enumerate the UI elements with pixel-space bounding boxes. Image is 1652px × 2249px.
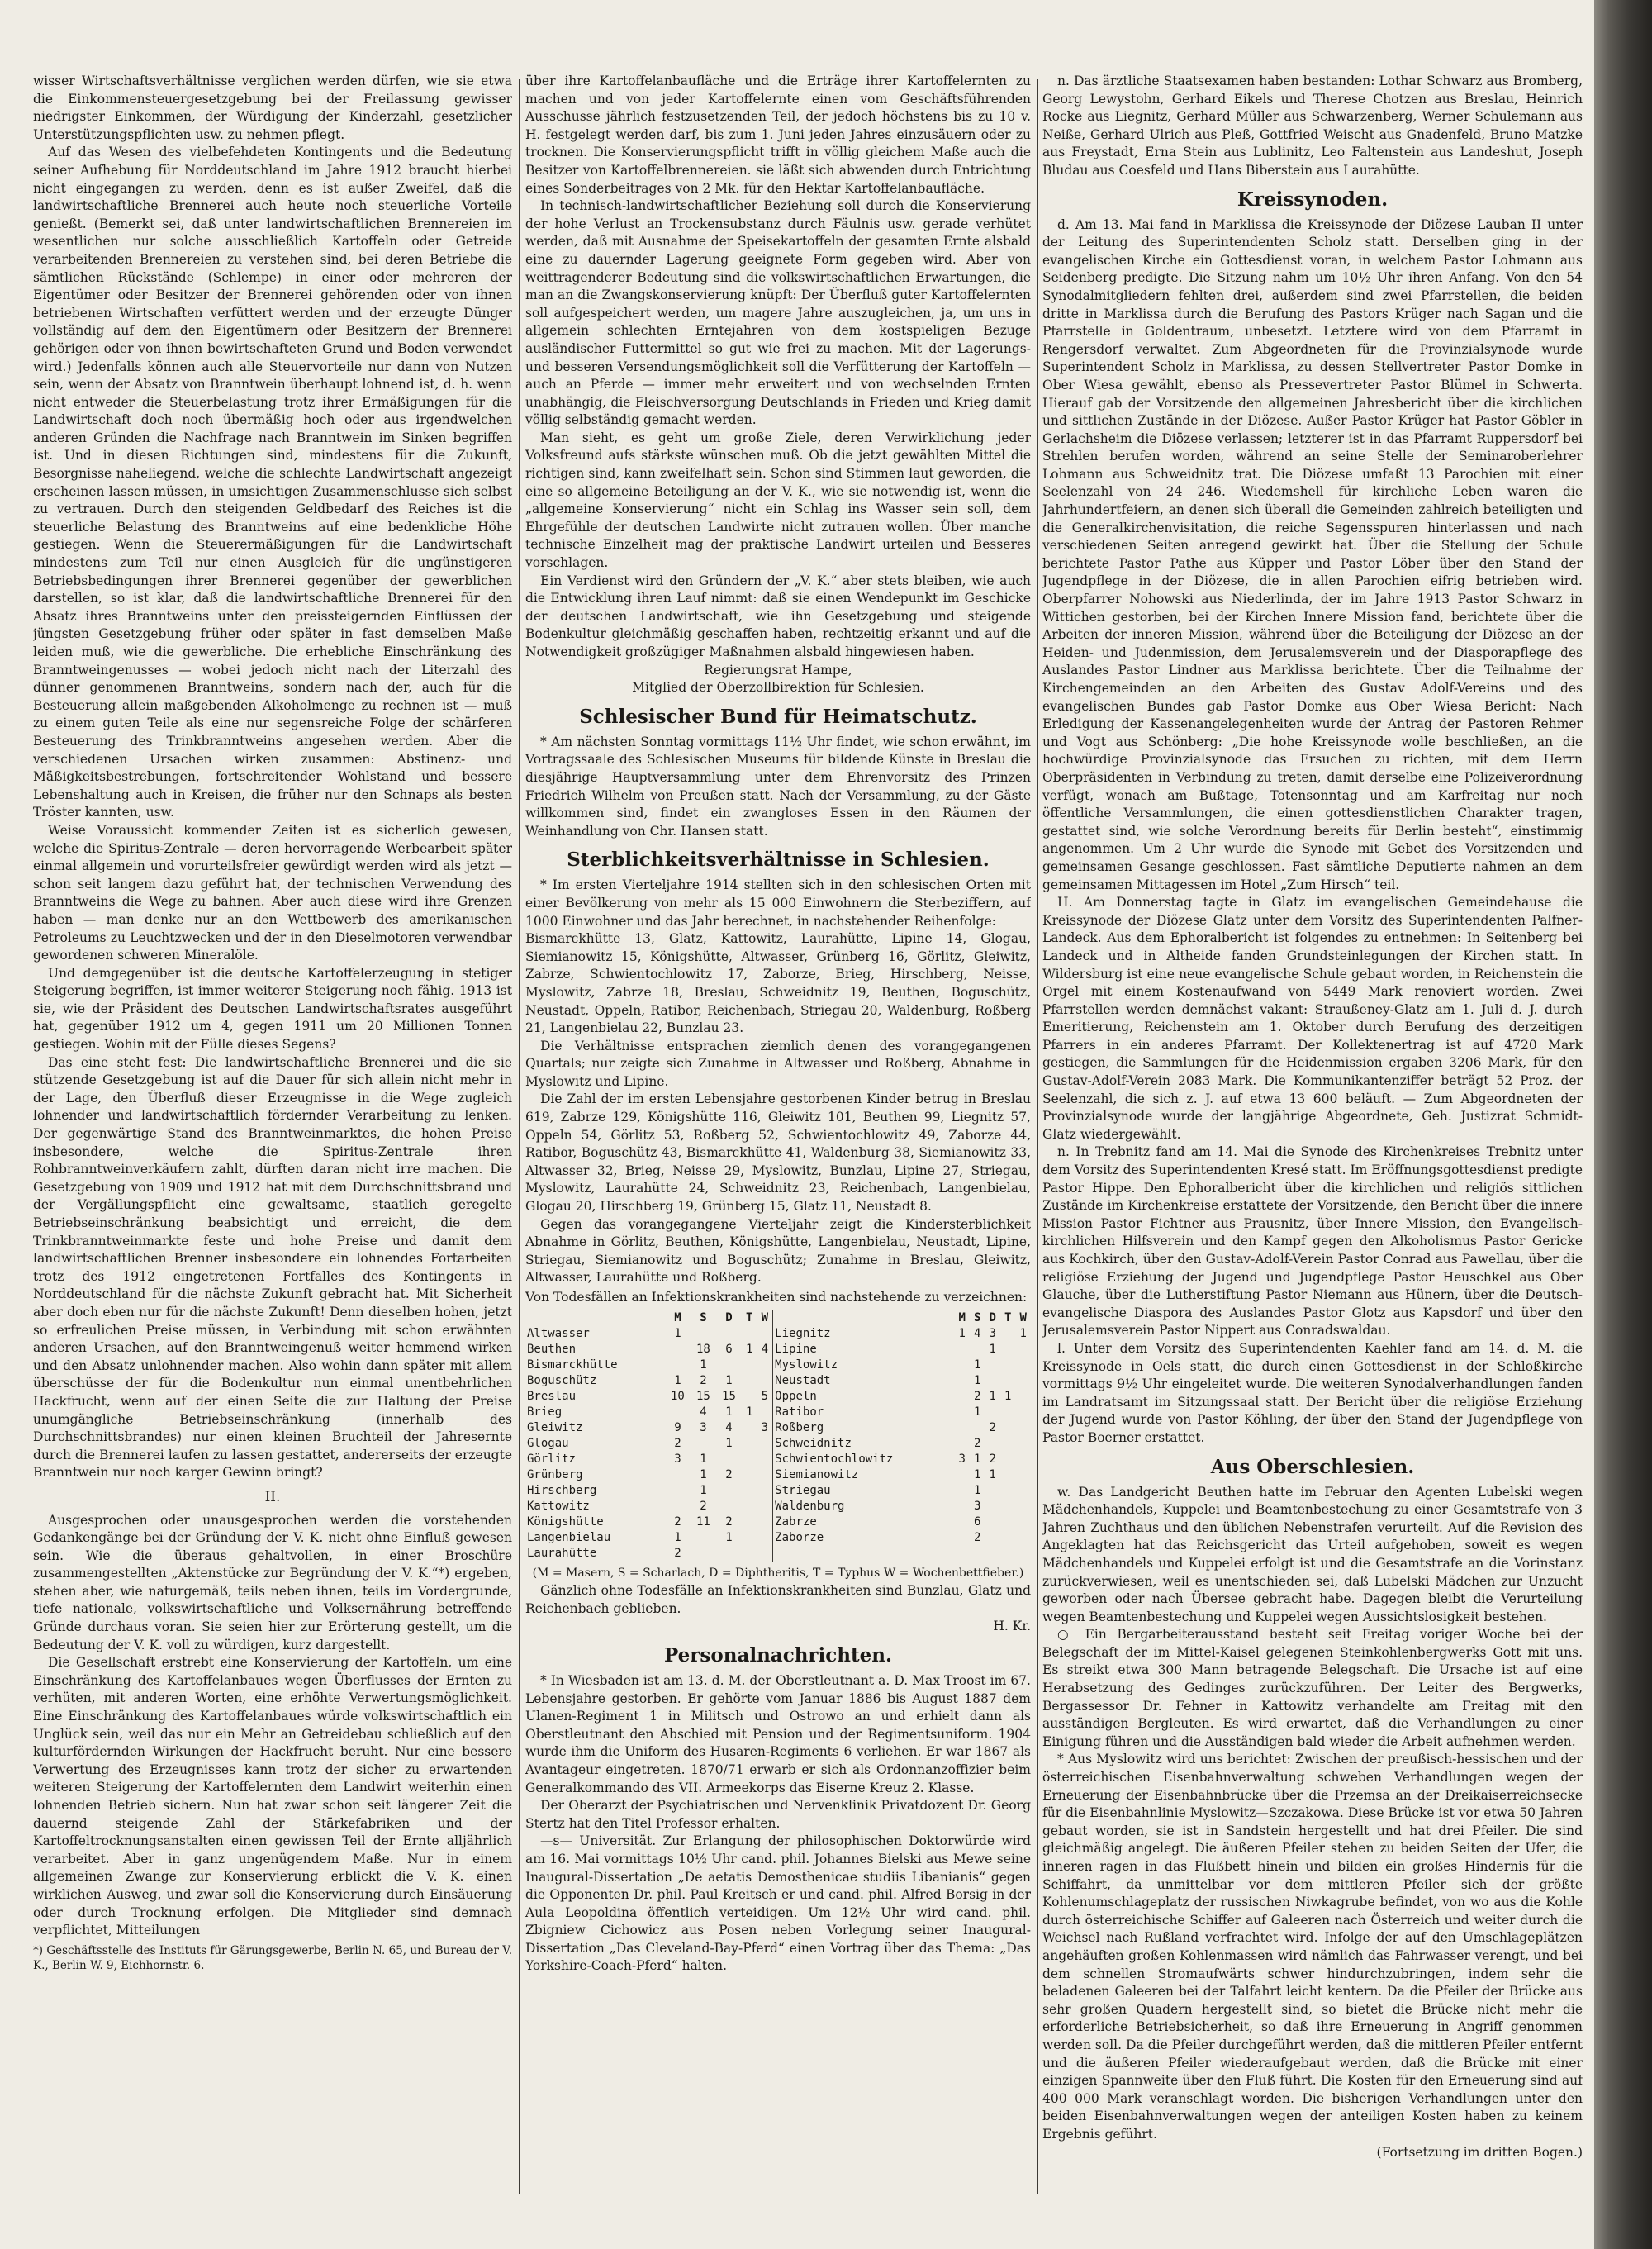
table-cell: [970, 1546, 985, 1562]
table-cell: 10: [670, 1389, 685, 1403]
table-cell: 1: [674, 1530, 681, 1544]
paragraph: Das eine steht fest: Die landwirtschaftliche Brennerei und die sie stützende Gesetzgebung ist auf die Dauer für sich allein nicht mehr in der Lage, den Überfluß dieser Erzeugnisse in die Wege zugleich lohnender und landwirtschaftlich fördernder Verarbeitung zu lenken. Der gegenwärtige Stand des Branntweinmarktes, die hohen Preise insbesondere, welche die Spiritus-Zentrale ihren Rohbranntweinverkäufern zahlt, dürften daran nicht irre machen. Die Gesetzgebung von 1909 und 1912 hat mit dem Durchschnittsbrand und der Vergällungspflicht eine gewaltsame, staatlich geregelte Betriebseinschränkung beabsichtigt und erreicht, die dem Trinkbranntweinmarkte feste und hohe Preise und damit dem landwirtschaftlichen Brenner insbesondere ein lohnendes Fortarbeiten trotz des 1912 eingetretenen Fortfalles des Kontingents in Norddeutschland für die nächste Zukunft gebracht hat. Mit Sicherheit aber doch eben nur für die nächste Zukunft! Denn dieselben hohen, jetzt so erfreulichen Preise müssen, in Verbindung mit schon erwähnten anderen Ursachen, auf den Branntweingenuß weiter hemmend wirken und den Absatz unlohnender machen. Also wohin dann später mit allem überschüsse der für die Bodenkultur nun einmal unentbehrlichen Hackfrucht, wenn auf der einen Seite die zur Haltung der Preise unumgängliche Betriebseinschränkung (innerhalb des Durchschnittsbrandes) nur einen kleinen Bruchteil der Jahresernte durch die Brennerei laufen zu lassen gestattet, andererseits der erzeugte Branntwein nur noch karger Gewinn bringt?: [33, 1054, 512, 1481]
table-cell: 1: [725, 1405, 733, 1419]
table-cell: 1: [989, 1389, 996, 1403]
table-cell: [757, 1514, 772, 1530]
table-cell: 3: [674, 1452, 681, 1466]
table-cell: 2: [674, 1546, 681, 1560]
table-cell: [954, 1342, 969, 1357]
table-cell: 2: [973, 1389, 981, 1403]
table-cell: [1000, 1467, 1015, 1483]
table-cell: [742, 1326, 757, 1342]
table-cell: [985, 1373, 999, 1389]
table-row: [525, 1373, 1031, 1389]
table-cell: 1: [973, 1373, 981, 1387]
table-row: [525, 1530, 1031, 1546]
paragraph: Ein Verdienst wird den Gründern der „V. K.“ aber stets bleiben, wie auch die Entwicklung ihren Lauf nimmt: daß sie einen Wendepunkt im Geschicke der deutschen Landwirtschaft, wie ihn Gesetzgebung und steigende Bodenkultur gleichmäßig geschaffen haben, rechtzeitig erkannt und auf die Notwendigkeit großzügiger Maßnahmen alsbald hingewiesen haben.: [525, 573, 1031, 659]
table-row: [525, 1357, 1031, 1373]
table-header-row: [525, 1310, 1031, 1326]
table-cell: [742, 1467, 757, 1483]
table-cell: 1: [1019, 1326, 1027, 1340]
paragraph: * In Wiesbaden ist am 13. d. M. der Oberstleutnant a. D. Max Troost im 67. Lebensjahre gestorben. Er gehörte vom Januar 1886 bis August 1887 dem Ulanen-Regiment 1 in Militsch und Ostrowo an und erhielt dann als Oberstleutnant den Abschied mit Pension und der Regimentsuniform. 1904 wurde ihm die Uniform des Husaren-Regiments 6 verliehen. Er war 1867 als Avantageur eingetreten. 1870/71 erwarb er sich als Ordonnanzoffizier beim Generalkommando des VII. Armeekorps das Eiserne Kreuz 2. Klasse.: [525, 1672, 1031, 1795]
table-cell: 2: [700, 1499, 707, 1513]
table-cell: [757, 1452, 772, 1467]
table-cell: Neustadt: [775, 1373, 831, 1387]
table-row: [525, 1483, 1031, 1499]
table-cell: 2: [973, 1530, 981, 1544]
table-cell: [665, 1342, 691, 1357]
table-cell: [985, 1514, 999, 1530]
table-cell: [954, 1389, 969, 1405]
table-row: [525, 1514, 1031, 1530]
table-cell: [757, 1357, 772, 1373]
paragraph: Die Gesellschaft erstrebt eine Konservierung der Kartoffeln, um eine Einschränkung des Kartoffelanbaues wegen Überflusses der Ernten zu verhüten, mit anderen Worten, eine erhöhte Verwertungsmöglichkeit. Eine Einschränkung des Kartoffelanbaues würde volkswirtschaftlich ein Unglück sein, weil das nur ein Mehr an Getreidebau schließlich auf den kulturfördernden Wirkungen der Hackfrucht beruht. Nur eine bessere Verwertung des Erzeugnisses kann trotz der sicher zu erwartenden weiteren Steigerung der Kartoffelernten dem Landwirt weiterhin einen lohnenden Betrieb sichern. Nun hat zwar schon seit längerer Zeit die dauernd steigende Zahl der Stärkefabriken und der Kartoffeltrocknungsanstalten einen gewissen Teil der Ernte alljährlich verarbeitet. Aber in ganz ungenügendem Maße. Nur in einem allgemeinen Zwange zur Konservierung erblickt die V. K. einen wirklichen Ausweg, und zwar soll die Konservierung durch Einsäuerung oder durch Trocknung erfolgen. Die Mitglieder sind demnach verpflichtet, Mitteilungen: [33, 1655, 512, 1938]
table-cell: [1015, 1499, 1031, 1514]
table-cell: Ratibor: [775, 1405, 824, 1419]
heading-kreissynoden: Kreissynoden.: [1237, 188, 1389, 211]
table-cell: [954, 1436, 969, 1452]
table-cell: 15: [722, 1389, 736, 1403]
paragraph: Man sieht, es geht um große Ziele, deren Verwirklichung jeder Volksfreund aufs stärkste wünschen muß. Ob die jetzt gewählten Mittel die richtigen sind, kann zweifelhaft sein. Schon sind Stimmen laut geworden, die eine so allgemeine Beteiligung an der V. K., wie sie notwendig ist, wenn die „allgemeine Konservierung“ nicht ein Schlag ins Wasser sein soll, dem Ehrgefühle der deutschen Landwirte nicht zutrauen wollen. Über manche technische Einzelheit mag der praktische Landwirt urteilen und Besseres vorschlagen.: [525, 430, 1031, 571]
table-cell: [757, 1499, 772, 1514]
table-cell: [970, 1342, 985, 1357]
table-cell: [742, 1514, 757, 1530]
table-cell: [1000, 1530, 1015, 1546]
table-cell: [1000, 1373, 1015, 1389]
table-header-cell: T: [1004, 1310, 1012, 1324]
table-header-cell: D: [725, 1310, 733, 1324]
table-cell: [985, 1483, 999, 1499]
table-cell: [665, 1483, 691, 1499]
table-cell: 3: [989, 1326, 996, 1340]
table-cell: 1: [973, 1467, 981, 1481]
paragraph: Die Zahl der im ersten Lebensjahre gestorbenen Kinder betrug in Breslau 619, Zabrze 129, Königshütte 116, Gleiwitz 101, Beuthen 99, Liegnitz 57, Oppeln 54, Görlitz 53, Roßberg 52, Schwientochlowitz 49, Zaborze 44, Ratibor, Boguschütz 43, Bismarckhütte 41, Waldenburg 38, Siemianowitz 33, Altwasser 32, Brieg, Neisse 29, Myslowitz, Bunzlau, Lipine 27, Striegau, Myslowitz, Laurahütte 24, Schweidnitz 23, Reichenbach, Langenbielau, Glogau 20, Hirschberg 19, Grünberg 15, Glatz 11, Neustadt 8.: [525, 1091, 1031, 1215]
table-cell: [742, 1452, 757, 1467]
table-cell: [985, 1405, 999, 1420]
table-cell: 1: [674, 1326, 681, 1340]
table-header-cell: [525, 1310, 665, 1326]
table-cell: 5: [757, 1389, 772, 1405]
table-cell: Laurahütte: [527, 1546, 597, 1560]
table-cell: [1015, 1530, 1031, 1546]
table-header-cell: S: [700, 1310, 707, 1324]
table-cell: 1: [700, 1357, 707, 1372]
table-cell: [970, 1420, 985, 1436]
author-name: Regierungsrat Hampe,: [704, 662, 852, 678]
paragraph: Der Oberarzt der Psychiatrischen und Nervenklinik Privatdozent Dr. Georg Stertz hat den Titel Professor erhalten.: [525, 1798, 1031, 1831]
paragraph: * Aus Myslowitz wird uns berichtet: Zwischen der preußisch-hessischen und der österreichischen Eisenbahnverwaltung schweben Verhandlungen wegen der Erneuerung der Eisenbahnbrücke über die Przemsa an der Dreikaiserreichsecke für die Eisenbahnlinie Myslowitz—Szczakowa. Diese Brücke ist vor etwa 50 Jahren gebaut worden, sie ist in Sandstein hergestellt und hat drei Pfeiler. Die sind gleichmäßig angelegt. Die äußeren Pfeiler stehen zu beiden Seiten der Ufer, die inneren ragen in das Flußbett hinein und bilden ein großes Hindernis für die Schiffahrt, da unmittelbar vor dem mittleren Pfeiler sich der größte Kohlenumschlageplatz der russischen Niwkagrube befindet, von wo aus die Kohle durch österreichische Schiffer auf Galeeren nach Österreich und weiter durch die Weichsel nach Rußland verfrachtet wird. Infolge der auf den Umschlageplätzen angehäuften großen Kohlenmassen wird nämlich das Fahrwasser verengt, und bei dem schnellen Stromaufwärts schwer hindurchzubringen, indem sehr die beladenen Galeeren bei der Talfahrt leicht kentern. Da die Pfeiler der Brücke aus sehr großen Quadern hergestellt sind, so bietet die Brücke nicht mehr die erforderliche Betriebsicherheit, so daß ihre Erneuerung in Angriff genommen werden soll. Da die Pfeiler durchgeführt werden, daß die mittleren Pfeiler entfernt und die äußeren Pfeiler wiederaufgebaut werden, daß die Brücke mit einer einzigen Spannweite über den Fluß führt. Die Kosten für den Erneuerung sind auf 400 000 Mark veranschlagt worden. Die bisherigen Verhandlungen unter den beiden Eisenbahnverwaltungen wegen der anteiligen Kosten haben zu keinem Ergebnis geführt.: [1042, 1752, 1583, 2142]
heading-heimatschutz: Schlesischer Bund für Heimatschutz.: [579, 705, 977, 728]
table-cell: [1015, 1420, 1031, 1436]
table-cell: [716, 1452, 742, 1467]
table-cell: 9: [674, 1420, 681, 1434]
column-1: [33, 73, 512, 2237]
table-cell: 3: [757, 1420, 772, 1436]
table-cell: Breslau: [527, 1389, 577, 1403]
table-cell: 1: [700, 1452, 707, 1466]
table-cell: 2: [674, 1436, 681, 1450]
table-cell: [1000, 1420, 1015, 1436]
table-cell: Langenbielau: [527, 1530, 611, 1544]
paragraph: * Am nächsten Sonntag vormittags 11½ Uhr findet, wie schon erwähnt, im Vortragssaale des Schlesischen Museums für bildende Künste in Breslau die diesjährige Hauptversammlung unter dem Ehrenvorsitz des Prinzen Friedrich Wilhelm von Preußen statt. Nach der Versammlung, zu der Gäste willkommen sind, findet ein zwangloses Essen in den Räumen der Weinhandlung von Chr. Hansen statt.: [525, 734, 1031, 839]
table-header-cell: T: [745, 1310, 753, 1324]
paragraph: * Im ersten Vierteljahre 1914 stellten sich in den schlesischen Orten mit einer Bevölkerung von mehr als 15 000 Einwohnern die Sterbeziffern, auf 1000 Einwohner und das Jahr berechnet, in nachstehender Reihenfolge:: [525, 877, 1031, 929]
column-rule: [1037, 79, 1038, 2194]
table-cell: 1: [973, 1483, 981, 1497]
author-initials: H. Kr.: [993, 1619, 1031, 1634]
table-cell: [757, 1436, 772, 1452]
table-cell: Brieg: [527, 1405, 563, 1419]
table-cell: 1: [674, 1373, 681, 1387]
table-cell: [665, 1499, 691, 1514]
table-cell: 11: [696, 1514, 710, 1529]
table-cell: 1: [700, 1467, 707, 1481]
table-cell: [742, 1357, 757, 1373]
table-header-cell: [773, 1310, 955, 1326]
table-cell: Altwasser: [527, 1326, 590, 1340]
table-cell: Grünberg: [527, 1467, 583, 1481]
table-cell: [716, 1499, 742, 1514]
table-cell: 1: [725, 1373, 733, 1387]
table-header-cell: W: [757, 1310, 772, 1326]
footnote: *) Geschäftsstelle des Instituts für Gärungsgewerbe, Berlin N. 65, und Bureau der V. K., Berlin W. 9, Eichhornstr. 6.: [33, 1943, 512, 1972]
table-cell: Striegau: [775, 1483, 831, 1497]
table-cell: 1: [973, 1452, 981, 1466]
table-cell: [665, 1405, 691, 1420]
table-cell: [1015, 1373, 1031, 1389]
table-cell: [954, 1530, 969, 1546]
table-cell: [742, 1373, 757, 1389]
paragraph: Auf das Wesen des vielbefehdeten Kontingents und die Bedeutung seiner Aufhebung für Norddeutschland im Jahre 1912 braucht hierbei nicht eingegangen zu werden, denn es ist außer Zweifel, daß die landwirtschaftliche Brennerei auch heute noch steuerliche Vorteile genießt. (Bemerkt sei, daß unter landwirtschaftlichen Brennereien im wesentlichen nur solche ausschließlich Kartoffeln oder Getreide verarbeitenden Brennereien zu verstehen sind, bei deren Betriebe die sämtlichen Rückstände (Schlempe) in einer oder mehreren der Eigentümer oder Besitzer der Brennerei gehörenden oder von ihnen betriebenen Wirtschaften verfüttert werden und der erzeugte Dünger vollständig auf dem den Eigentümern oder Besitzern der Brennerei gehörigen oder von ihnen bewirtschafteten Grund und Boden verwendet wird.) Jedenfalls können auch alle Steuervorteile nur dann von Nutzen sein, wenn der Absatz von Branntwein überhaupt lohnend ist, d. h. wenn nicht entweder die Steuerbelastung trotz ihrer Ermäßigungen für die Landwirtschaft doch noch übermäßig hoch oder aus irgendwelchen anderen Gründen die Nachfrage nach Branntwein im Sinken begriffen ist. Und in diesen Richtungen sind, mindestens für die Zukunft, Besorgnisse naheliegend, welche die schlechte Landwirtschaft angezeigt erscheinen lassen müssen, in umsichtigen Zusammenschlusse sich selbst zu vertrauen. Durch den steigenden Geldbedarf des Reiches ist die steuerliche Belastung des Branntweins auf eine bedenkliche Höhe gestiegen. Wenn die Steuerermäßigungen für die Landwirtschaft mindestens zum Teil nur einen Ausgleich für die ungünstigeren Betriebsbedingungen ihrer Brennerei gegenüber der gewerblichen darstellen, so ist klar, daß die landwirtschaftliche Brennerei für den Absatz ihres Branntweins unter den preissteigernden Einflüssen der jüngsten Gesetzgebung früher oder später in fast demselben Maße leiden muß, wie die gewerbliche. Die erhebliche Einschränkung des Branntweingenusses — wobei jedoch nicht nach der Literzahl des dünner genommenen Branntweins, sondern nach der, auch für die Besteuerung allein maßgebenden Alkoholmenge zu rechnen ist — muß zu einem guten Teile als eine nur segensreiche Folge der schärferen Besteuerung des Trinkbranntweins angesehen werden. Aber die verschiedenen Ursachen wirken zusammen: Abstinenz- und Mäßigkeitsbestrebungen, fortschreitender Wohlstand und bessere Lebenshaltung auch in Kreisen, die früher nur den Schnaps als besten Tröster kannten, usw.: [33, 145, 512, 820]
heading-personal: Personalnachrichten.: [664, 1643, 892, 1667]
table-row: [525, 1436, 1031, 1452]
table-cell: [742, 1420, 757, 1436]
table-cell: [691, 1530, 716, 1546]
table-cell: [1000, 1546, 1015, 1562]
table-cell: Liegnitz: [775, 1326, 831, 1340]
author-title: Mitglied der Oberzollbirektion für Schlesien.: [632, 680, 924, 696]
paragraph: Von Todesfällen an Infektionskrankheiten sind nachstehende zu verzeichnen:: [525, 1290, 1028, 1305]
paragraph: ○ Ein Bergarbeiterausstand besteht seit Freitag voriger Woche bei der Belegschaft der im Mittel-Kaisel gelegenen Steinkohlenbergwerks Gott mit uns. Es streikt etwa 300 Mann betragende Belegschaft. Die Ursache ist auf eine Herabsetzung des Gedinges zurückzuführen. Der Leiter des Bergwerks, Bergassessor Dr. Fehner in Kattowitz verhandelte am Freitag mit den ausständigen Bergleuten. Es wird erwartet, daß die Verhandlungen zu einer Einigung führen und die Ausständigen bald wieder die Arbeit aufnehmen werden.: [1042, 1627, 1583, 1749]
infection-table: [525, 1310, 1031, 1562]
table-cell: [665, 1467, 691, 1483]
table-cell: [1015, 1342, 1031, 1357]
table-header-cell: W: [1019, 1310, 1027, 1324]
table-cell: 1: [725, 1436, 733, 1450]
table-cell: [691, 1436, 716, 1452]
table-cell: [985, 1546, 999, 1562]
table-cell: Kattowitz: [527, 1499, 590, 1513]
table-cell: Görlitz: [527, 1452, 577, 1466]
table-cell: [757, 1467, 772, 1483]
table-cell: [1015, 1389, 1031, 1405]
table-cell: [1015, 1483, 1031, 1499]
table-cell: 2: [989, 1420, 996, 1434]
table-row: [525, 1326, 1031, 1342]
table-header-cell: S: [973, 1310, 981, 1324]
column-2: [525, 73, 1031, 2237]
table-cell: [1015, 1405, 1031, 1420]
table-row: [525, 1389, 1031, 1405]
table-cell: [691, 1326, 716, 1342]
table-cell: 1: [1004, 1389, 1012, 1403]
table-cell: [757, 1405, 772, 1420]
table-cell: 2: [674, 1514, 681, 1529]
table-cell: Hirschberg: [527, 1483, 597, 1497]
table-cell: 6: [973, 1514, 981, 1529]
table-row: [525, 1452, 1031, 1467]
paragraph: Bismarckhütte 13, Glatz, Kattowitz, Laurahütte, Lipine 14, Glogau, Siemianowitz 15, Königshütte, Altwasser, Grünberg 16, Görlitz, Gleiwitz, Zabrze, Schwientochlowitz 17, Zaborze, Brieg, Hirschberg, Neisse, Myslowitz, Zabrze 18, Breslau, Schweidnitz 19, Beuthen, Boguschütz, Neustadt, Oppeln, Ratibor, Reichenbach, Striegau 20, Waldenburg, Roßberg 21, Langenbielau 22, Bunzlau 23.: [525, 931, 1031, 1036]
table-row: [525, 1420, 1031, 1436]
table-cell: 1: [989, 1342, 996, 1356]
table-cell: [716, 1546, 742, 1562]
table-cell: 1: [973, 1357, 981, 1372]
table-cell: [954, 1420, 969, 1436]
table-cell: [665, 1357, 691, 1373]
table-cell: [773, 1546, 955, 1562]
paragraph: über ihre Kartoffelanbaufläche und die Erträge ihrer Kartoffelernten zu machen und von jeder Kartoffelernte einen vom Geschäftsführenden Ausschusse jährlich festzusetzenden Teil, der jedoch höchstens bis zu 10 v. H. festgelegt werden darf, bis zum 1. Juni jeden Jahres einzusäuern oder zu trocknen. Die Konservierungspflicht trifft in völlig gleichem Maße auch die Besitzer von Kartoffelbrennereien. sie läßt sich abwenden durch Entrichtung eines Sonderbeitrages von 2 Mk. für den Hektar Kartoffelanbaufläche.: [525, 74, 1031, 196]
table-cell: Beuthen: [527, 1342, 577, 1356]
table-cell: Oppeln: [775, 1389, 817, 1403]
table-row: [525, 1467, 1031, 1483]
table-cell: Königshütte: [527, 1514, 604, 1529]
table-cell: [1000, 1514, 1015, 1530]
table-cell: Roßberg: [775, 1420, 824, 1434]
paragraph: —s— Universität. Zur Erlangung der philosophischen Doktorwürde wird am 16. Mai vormittags 10½ Uhr cand. phil. Johannes Bielski aus Mewe seine Inaugural-Dissertation „De aetatis Demosthenicae studiis Libanianis“ gegen die Opponenten Dr. phil. Paul Kreitsch er und cand. phil. Alfred Borsig in der Aula Leopoldina öffentlich verteidigen. Um 12½ Uhr wird cand. phil. Zbigniew Cichowicz aus Posen neben Vorlegung seiner Inaugural-Dissertation „Das Cleveland-Bay-Pferd“ einen Vortrag über das Thema: „Das Yorkshire-Coach-Pferd“ halten.: [525, 1833, 1031, 1974]
table-cell: Gleiwitz: [527, 1420, 583, 1434]
paragraph: Ausgesprochen oder unausgesprochen werden die vorstehenden Gedankengänge bei der Gründung der V. K. nicht ohne Einfluß gewesen sein. Wie die überaus gehaltvollen, in einer Broschüre zusammengestellten „Aktenstücke zur Begründung der V. K.“*) ergeben, stehen aber, wie naturgemäß, teils neben ihnen, teils im Vordergrunde, tiefe nationale, volkswirtschaftliche und Volksernährung betreffende Gründe durchaus voran. Sie seien hier zur Erörterung gestellt, um die Bedeutung der V. K. voll zu würdigen, kurz dargestellt.: [33, 1512, 512, 1652]
table-cell: [742, 1530, 757, 1546]
table-cell: 4: [725, 1420, 733, 1434]
paragraph: n. In Trebnitz fand am 14. Mai die Synode des Kirchenkreises Trebnitz unter dem Vorsitz des Superintendenten Kresé statt. Im Eröffnungsgottesdienst predigte Pastor Hippe. Den Ephoralbericht über die kirchlichen und religiös sittlichen Zustände im Kirchenkreise erstattete der Vorsitzende, den Bericht über die innere Mission Pastor Fichtner aus Prausnitz, über Innere Mission, den Evangelisch-kirchlichen Hilfsverein und den Kampf gegen den Alkoholismus Pastor Gericke aus Kochkirch, über den Gustav-Adolf-Verein Pastor Conrad aus Pawellau, über die religiöse Erziehung der Jugend und Jugendpflege Pastor Heuschkel aus Ober Glauche, über die Lutherstiftung Pastor Niemann aus Hünern, über die Deutsch-evangelische Diaspora des Auslandes Pastor Glotz aus Kapsdorf und über den Jerusalemsverein Pastor Nippert aus Conradswaldau.: [1042, 1144, 1583, 1338]
table-cell: [1015, 1357, 1031, 1373]
table-cell: [1000, 1326, 1015, 1342]
table-cell: 6: [725, 1342, 733, 1356]
table-legend: (M = Masern, S = Scharlach, D = Diphtheritis, T = Typhus W = Wochenbettfieber.): [532, 1566, 1024, 1580]
table-cell: Myslowitz: [775, 1357, 838, 1372]
table-cell: 1: [989, 1467, 996, 1481]
table-cell: [1000, 1483, 1015, 1499]
table-cell: [757, 1530, 772, 1546]
table-cell: [757, 1326, 772, 1342]
table-cell: [1015, 1452, 1031, 1467]
paragraph: n. Das ärztliche Staatsexamen haben bestanden: Lothar Schwarz aus Bromberg, Georg Lewystohn, Gerhard Eikels und Therese Chotzen aus Breslau, Heinrich Rocke aus Liegnitz, Gerhard Müller aus Schwarzenberg, Werner Schulemann aus Neiße, Gerhard Ulrich aus Pleß, Gottfried Weischt aus Gnadenfeld, Bruno Matzke aus Freystadt, Erna Stein aus Lublinitz, Leo Faltenstein aus Landeshut, Joseph Bludau aus Coesfeld und Hans Biberstein aus Laurahütte.: [1042, 74, 1583, 178]
table-cell: 2: [973, 1436, 981, 1450]
table-cell: [1015, 1514, 1031, 1530]
table-cell: [716, 1326, 742, 1342]
table-cell: [954, 1373, 969, 1389]
paragraph: H. Am Donnerstag tagte in Glatz im evangelischen Gemeindehause die Kreissynode der Diözese Glatz unter dem Vorsitz des Superintendenten Palfner-Landeck. Aus dem Ephoralbericht ist folgendes zu entnehmen: In Seitenberg bei Landeck und in Altheide fanden Grundsteinlegungen der Kirchen statt. In Wildersburg ist eine neue evangelische Schule gebaut worden, in Reichenstein die Orgel mit einem Kostenaufwand von 5449 Mark renoviert worden. Zwei Pfarrstellen werden demnächst vakant: Straußeney-Glatz am 1. Juli d. J. durch Emeritierung, Reichenstein am 1. Oktober durch Berufung des derzeitigen Pfarrers in ein anderes Pfarramt. Der Kollektenertrag ist auf 4720 Mark gestiegen, die Sammlungen für die Heidenmission ergaben 3206 Mark, für den Gustav-Adolf-Verein 2083 Mark. Die Kommunikantenziffer beträgt 52 Proz. der Seelenzahl, die sich z. J. auf etwa 13 600 beläuft. — Zum Abgeordneten der Provinzialsynode wurde der langjährige Abgeordnete, Geh. Justizrat Schmidt-Glatz wiedergewählt.: [1042, 895, 1583, 1142]
table-cell: [985, 1530, 999, 1546]
table-row: [525, 1342, 1031, 1357]
table-cell: Siemianowitz: [775, 1467, 859, 1481]
table-cell: [954, 1405, 969, 1420]
table-cell: 4: [700, 1405, 707, 1419]
table-cell: [954, 1546, 969, 1562]
table-cell: [716, 1357, 742, 1373]
table-cell: [716, 1483, 742, 1499]
table-cell: [1000, 1405, 1015, 1420]
table-cell: 2: [989, 1452, 996, 1466]
table-cell: [757, 1483, 772, 1499]
table-header-cell: M: [674, 1310, 681, 1324]
table-cell: [1000, 1357, 1015, 1373]
table-cell: [742, 1546, 757, 1562]
table-cell: [985, 1499, 999, 1514]
paragraph: wisser Wirtschaftsverhältnisse verglichen werden dürfen, wie sie etwa die Einkommensteuergesetzgebung bei der Freilassung gewisser niedrigster Einkommen, der Würdigung der Kinderzahl, gesetzlicher Unterstützungspflichten usw. zu nehmen pflegt.: [33, 74, 512, 142]
paragraph: In technisch-landwirtschaftlicher Beziehung soll durch die Konservierung der hohe Verlust an Trockensubstanz durch Fäulnis usw. gerade verhütet werden, daß mit Ausnahme der Speisekartoffeln der gesamten Ernte alsbald eine zu dauernder Lagerung geeignete Form gegeben wird. Aber von weittragenderer Bedeutung sind die volkswirtschaftlichen Erwartungen, die man an die Zwangskonservierung knüpft: Der Überfluß guter Kartoffelernten soll aufgespeichert werden, um magere Jahre auszugleichen, ja, um uns in allgemein schlechten Erntejahren von dem kostspieligen Bezuge ausländischer Futtermittel so gut wie frei zu machen. Mit der Lagerungs- und besseren Versendungsmöglichkeit soll die Verfütterung der Kartoffeln — auch an Pferde — immer mehr erweitert und von wechselnden Ernten unabhängig, die Fleischversorgung Deutschlands in Frieden und Krieg damit völlig selbständig gemacht werden.: [525, 198, 1031, 428]
table-cell: 1: [958, 1326, 966, 1340]
paragraph: Weise Voraussicht kommender Zeiten ist es sicherlich gewesen, welche die Spiritus-Zentrale — deren hervorragende Werbearbeit später einmal allgemein und vorurteilsfreier gewürdigt werden wird als jetzt — schon seit langem dazu geführt hat, der technischen Verwendung des Branntweins die Wege zu bahnen. Aber auch diese wird ihre Grenzen haben — man denke nur an den Wettbewerb des amerikanischen Petroleums zu Leuchtzwecken und der in den Dieselmotoren verwendbar gewordenen schweren Mineralöle.: [33, 822, 512, 963]
table-cell: Schwientochlowitz: [775, 1452, 894, 1466]
table-cell: 1: [725, 1530, 733, 1544]
column-3: [1042, 73, 1583, 2237]
table-cell: 1: [973, 1405, 981, 1419]
paragraph: l. Unter dem Vorsitz des Superintendenten Kaehler fand am 14. d. M. die Kreissynode in Oels statt, die durch einen Gottesdienst in der Schloßkirche vormittags 9½ Uhr eingeleitet wurde. Die weiteren Synodalverhandlungen fanden im Landratsamt im Sitzungssaal statt. Der Bericht über die religiöse Erziehung der Jugend wurde von Pastor Köhling, der über den Stand der Jugendpflege von Pastor Boerner erstattet.: [1042, 1340, 1583, 1445]
table-row: [525, 1499, 1031, 1514]
table-cell: [742, 1499, 757, 1514]
column-rule: [519, 79, 520, 2194]
table-cell: Lipine: [775, 1342, 817, 1356]
table-cell: [954, 1467, 969, 1483]
table-cell: 4: [973, 1326, 981, 1340]
table-cell: 1: [700, 1483, 707, 1497]
table-cell: [742, 1436, 757, 1452]
table-cell: [985, 1357, 999, 1373]
table-cell: [742, 1483, 757, 1499]
table-cell: [742, 1389, 757, 1405]
table-cell: 15: [696, 1389, 710, 1403]
table-cell: 3: [700, 1420, 707, 1434]
table-row: [525, 1405, 1031, 1420]
table-cell: 3: [958, 1452, 966, 1466]
continuation-note: (Fortsetzung im dritten Bogen.): [1376, 2144, 1583, 2160]
paragraph: d. Am 13. Mai fand in Marklissa die Kreissynode der Diözese Lauban II unter der Leitung des Superintendenten Scholz statt. Derselben ging in der evangelischen Kirche ein Gottesdienst voran, in welchem Pastor Lohmann aus Seidenberg predigte. Die Sitzung nahm um 10½ Uhr ihren Anfang. Von den 54 Synodalmitgliedern fehlten drei, außerdem sind zwei Pfarrstellen, die beiden dritte in Marklissa durch die Berufung des Pastors Krüger nach Sagan und die Pfarrstelle in Goldentraum, unbesetzt. Letztere wird von dem Pfarramt in Rengersdorf verwaltet. Zum Abgeordneten für die Provinzialsynode wurde Superintendent Scholz in Marklissa, zu dessen Stellvertreter Pastor Domke in Ober Wiesa gewählt, ebenso als Pressevertreter Pastor Blümel in Schwerta. Hierauf gab der Vorsitzende den allgemeinen Jahresbericht über die kirchlichen und sittlichen Zustände in der Diözese. Außer Pastor Krüger hat Pastor Göbler in Gerlachsheim die Diözese verlassen; letzterer ist in das Pfarramt Ruppersdorf bei Strehlen berufen worden, während an seine Stelle der Seminaroberlehrer Lohmann aus Schweidnitz trat. Die Diözese umfaßt 13 Parochien mit einer Seelenzahl von 24 246. Wiedemshell für kirchliche Leben waren die Jahrhundertfeiern, an denen sich überall die Gemeinden zahlreich beteiligten und die Generalkirchenvisitation, die reiche Segensspuren hinterlassen und nach verschiedenen Seiten anregend gewirkt hat. Über die Stellung der Schule berichtete Pastor Pathe aus Küpper und Pastor Löber über den Stand der Jugendpflege in der Diözese, die in allen Parochien eifrig betrieben wird. Oberpfarrer Nohowski aus Niederlinda, der im Jahre 1913 Pastor Schwarz in Wittichen gestorben, bei der Kirchen Innere Mission fand, berichtete über die Arbeiten der inneren Mission, während über die Beteiligung der Diözese an der Heiden- und Judenmission, dem Jerusalemsverein und der Diasporapflege des Auslandes Pastor Lindner aus Marklissa berichtete. Über die Teilnahme der Kirchengemeinden an den Arbeiten des Gustav Adolf-Vereins und des evangelischen Bundes gab Pastor Domke aus Ober Wiesa Bericht: Nach Erledigung der Kassenangelegenheiten wurde der Antrag der Pastoren Rehmer und Vogt aus Schönberg: „Die hohe Kreissynode wolle beschließen, an die hochwürdige Provinzialsynode das Ersuchen zu richten, mit dem Herrn Oberpräsidenten in Verbindung zu treten, damit derselbe eine Polizeiverordnung verfügt, wonach am Bußtage, Totensonntag und am Karfreitag nur noch öffentliche Versammlungen, die einen gottesdienstlichen Charakter tragen, gestattet sind, wie solche Verordnung bereits für Berlin besteht“, einstimmig angenommen. Um 2 Uhr wurde die Synode mit Gebet des Vorsitzenden und gemeinsamen Gesange geschlossen. Fast sämtliche Deputierte nahmen an dem gemeinsamen Mittagessen im Hotel „Zum Hirsch“ teil.: [1042, 216, 1583, 892]
table-cell: Zaborze: [775, 1530, 824, 1544]
table-cell: [985, 1436, 999, 1452]
heading-oberschlesien: Aus Oberschlesien.: [1210, 1455, 1415, 1478]
table-cell: 1: [745, 1405, 753, 1419]
paragraph: w. Das Landgericht Beuthen hatte im Februar den Agenten Lubelski wegen Mädchenhandels, Kuppelei und Beamtenbestechung zu einer Gesamtstrafe von 3 Jahren Zuchthaus und den üblichen Nebenstrafen verurteilt. Auf die Revision des Angeklagten hat das Reichsgericht das Urteil aufgehoben, soweit es wegen Mädchenhandels und Kuppelei erfolgt ist und die Gesamtstrafe an die Vorinstanz zurückverwiesen, weil es unentschieden sei, daß Lubelski Mädchen zur Unzucht geworben oder nach Übersee gebracht habe. Dagegen bleibt die Verurteilung wegen Beamtenbestechung und Kuppelei wegen Aussichtslosigkeit bestehen.: [1042, 1484, 1583, 1624]
table-cell: Waldenburg: [775, 1499, 845, 1513]
table-cell: [1015, 1436, 1031, 1452]
paragraph: Gänzlich ohne Todesfälle an Infektionskrankheiten sind Bunzlau, Glatz und Reichenbach geblieben.: [525, 1583, 1031, 1616]
table-cell: Boguschütz: [527, 1373, 597, 1387]
table-cell: Schweidnitz: [775, 1436, 852, 1450]
section-number: II.: [264, 1488, 281, 1505]
paragraph: Gegen das vorangegangene Vierteljahr zeigt die Kindersterblichkeit Abnahme in Görlitz, Beuthen, Königshütte, Langenbielau, Neustadt, Lipine, Striegau, Siemianowitz und Boguschütz; Zunahme in Breslau, Gleiwitz, Altwasser, Laurahütte und Roßberg.: [525, 1216, 1031, 1286]
table-cell: 2: [700, 1373, 707, 1387]
paragraph: Die Verhältnisse entsprachen ziemlich denen des vorangegangenen Quartals; nur zeigte sich Zunahme in Altwasser und Roßberg, Abnahme in Myslowitz und Lipine.: [525, 1038, 1031, 1089]
table-header-cell: D: [989, 1310, 996, 1324]
table-row: [525, 1546, 1031, 1562]
table-cell: 2: [725, 1467, 733, 1481]
table-cell: [757, 1546, 772, 1562]
table-cell: 2: [725, 1514, 733, 1529]
table-cell: [757, 1373, 772, 1389]
heading-sterblichkeit: Sterblichkeitsverhältnisse in Schlesien.: [567, 849, 990, 872]
table-cell: Glogau: [527, 1436, 569, 1450]
table-cell: Zabrze: [775, 1514, 817, 1529]
table-cell: [1000, 1499, 1015, 1514]
table-cell: 3: [973, 1499, 981, 1513]
book-binding: [1594, 0, 1652, 2249]
table-cell: [1000, 1436, 1015, 1452]
table-cell: [954, 1483, 969, 1499]
table-cell: [954, 1499, 969, 1514]
table-cell: [1015, 1467, 1031, 1483]
table-cell: [954, 1357, 969, 1373]
table-cell: [1000, 1452, 1015, 1467]
table-cell: 1: [745, 1342, 753, 1356]
table-header-cell: M: [958, 1310, 966, 1324]
table-cell: [1000, 1342, 1015, 1357]
table-cell: 4: [757, 1342, 772, 1357]
table-cell: [1015, 1546, 1031, 1562]
table-cell: 18: [696, 1342, 710, 1356]
table-cell: [954, 1514, 969, 1530]
table-cell: [691, 1546, 716, 1562]
paragraph: Und demgegenüber ist die deutsche Kartoffelerzeugung in stetiger Steigerung begriffen, ist immer weiterer Steigerung noch fähig. 1913 ist sie, wie der Präsident des Deutschen Landwirtschaftsrates ausgeführt hat, gegenüber 1912 um 4, gegen 1911 um 20 Millionen Tonnen gestiegen. Wohin mit der Fülle dieses Segens?: [33, 965, 512, 1053]
table-cell: Bismarckhütte: [527, 1357, 618, 1372]
